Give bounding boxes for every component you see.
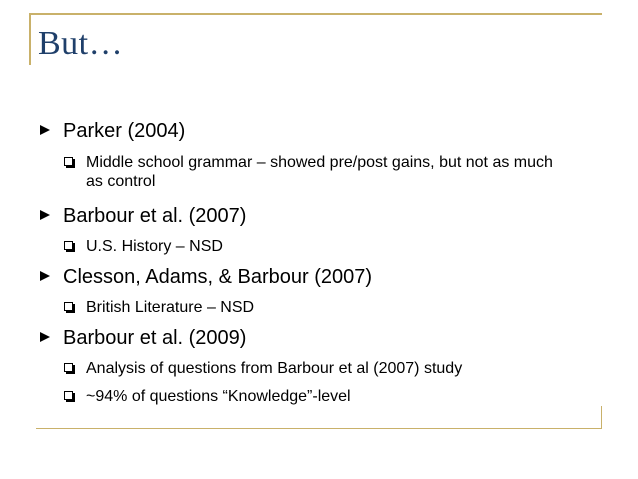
left-rule [29,13,31,65]
bullet-text: Parker (2004) [63,120,186,142]
square-bullet-icon [40,332,50,342]
hollow-square-bullet-icon [64,302,73,311]
slide-title: But… [38,25,124,62]
bullet-text: Barbour et al. (2007) [63,205,247,227]
bullet-text: Barbour et al. (2009) [63,327,247,349]
hollow-square-bullet-icon [64,241,73,250]
square-bullet-icon [40,210,50,220]
bottom-rule [36,428,602,429]
sub-bullet-text: ~94% of questions “Knowledge”-level [86,388,351,405]
sub-bullet-text: Middle school grammar – showed pre/post gains, but not as much as control [86,154,553,190]
hollow-square-bullet-icon [64,391,73,400]
hollow-square-bullet-icon [64,157,73,166]
top-rule [29,13,602,15]
hollow-square-bullet-icon [64,363,73,372]
bullet-text: Clesson, Adams, & Barbour (2007) [63,266,373,288]
square-bullet-icon [40,271,50,281]
sub-bullet-text: British Literature – NSD [86,299,255,316]
square-bullet-icon [40,125,50,135]
sub-bullet-text: U.S. History – NSD [86,238,223,255]
sub-bullet-text: Analysis of questions from Barbour et al (2007) study [86,360,463,377]
right-rule [601,406,602,429]
